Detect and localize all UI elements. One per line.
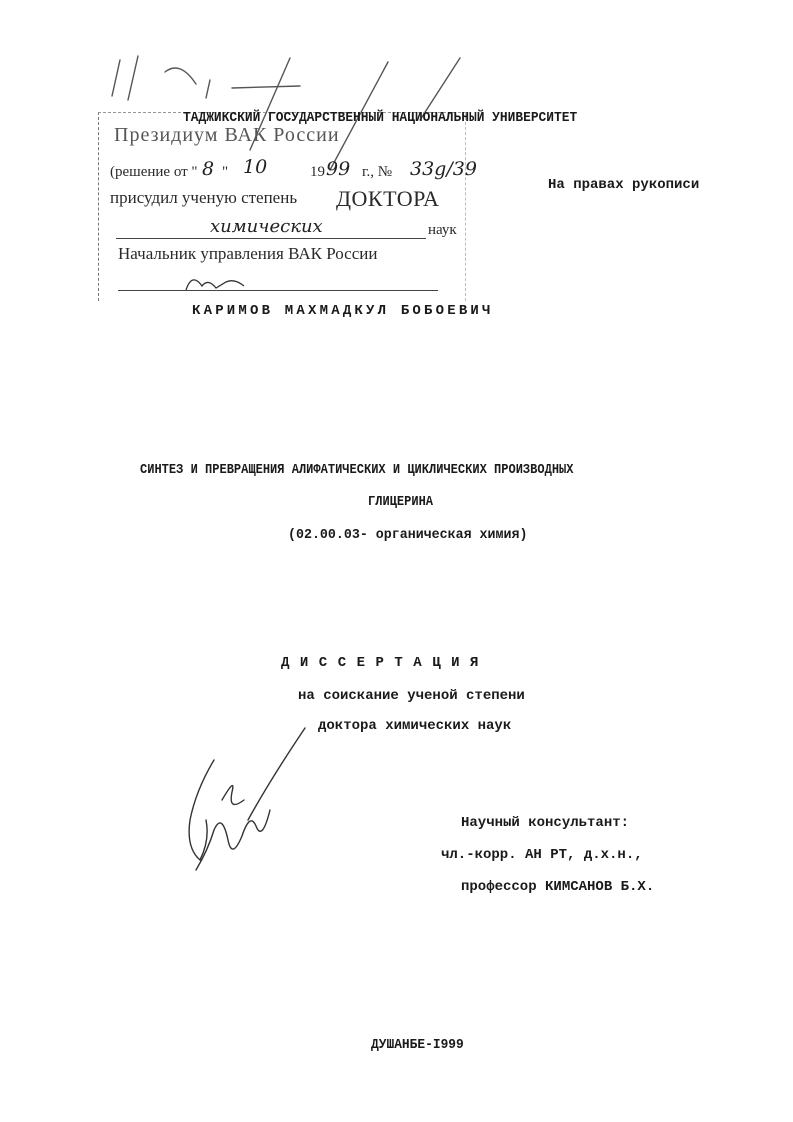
stamp-decision-mid3: г., № <box>362 164 393 180</box>
stamp-field-suffix: наук <box>428 222 457 238</box>
stamp-decision-mid2: 19 <box>310 164 325 180</box>
signature-stroke <box>189 760 214 860</box>
consultant-name: профессор КИМСАНОВ Б.Х. <box>461 879 655 895</box>
stamp-head: Начальник управления ВАК России <box>118 244 378 263</box>
stamp-awarded: присудил ученую степень <box>110 188 298 207</box>
consultant-label: Научный консультант: <box>461 815 630 831</box>
degree-line-2: доктора химических наук <box>318 718 512 734</box>
stamp-degree: ДОКТОРА <box>336 186 440 211</box>
university-name: ТАДЖИКСКИЙ ГОСУДАРСТВЕННЫЙ НАЦИОНАЛЬНЫЙ УНИВЕРСИТЕТ <box>183 110 578 126</box>
title-line-2: ГЛИЦЕРИНА <box>368 494 434 510</box>
stamp-year: 99 <box>326 158 351 180</box>
dissertation-label: ДИССЕРТАЦИЯ <box>281 655 489 671</box>
stamp-field-handwritten: химических <box>210 216 323 237</box>
degree-line-1: на соискание ученой степени <box>298 688 525 704</box>
stamp-number: 33g/39 <box>410 158 477 180</box>
author-name: КАРИМОВ МАХМАДКУЛ БОБОЕВИЧ <box>192 303 494 319</box>
stamp-decision-mid1: " <box>222 164 229 180</box>
stamp-day: 8 <box>202 158 215 180</box>
speciality: (02.00.03- органическая химия) <box>288 527 528 543</box>
title-line-1: СИНТЕЗ И ПРЕВРАЩЕНИЯ АЛИФАТИЧЕСКИХ И ЦИКЛИЧЕСКИХ ПРОИЗВОДНЫХ <box>140 462 574 478</box>
signature-stroke <box>222 786 244 805</box>
manuscript-rights: На правах рукописи <box>548 177 700 193</box>
signature-stroke <box>248 728 305 820</box>
consultant-rank: чл.-корр. АН РТ, д.х.н., <box>441 847 643 863</box>
place-year: ДУШАНБЕ-I999 <box>371 1037 464 1053</box>
stamp-presidium: Президиум ВАК России <box>114 124 340 146</box>
stamp-decision-prefix: (решение от " <box>110 164 198 180</box>
stamp-month: 10 <box>243 156 268 178</box>
